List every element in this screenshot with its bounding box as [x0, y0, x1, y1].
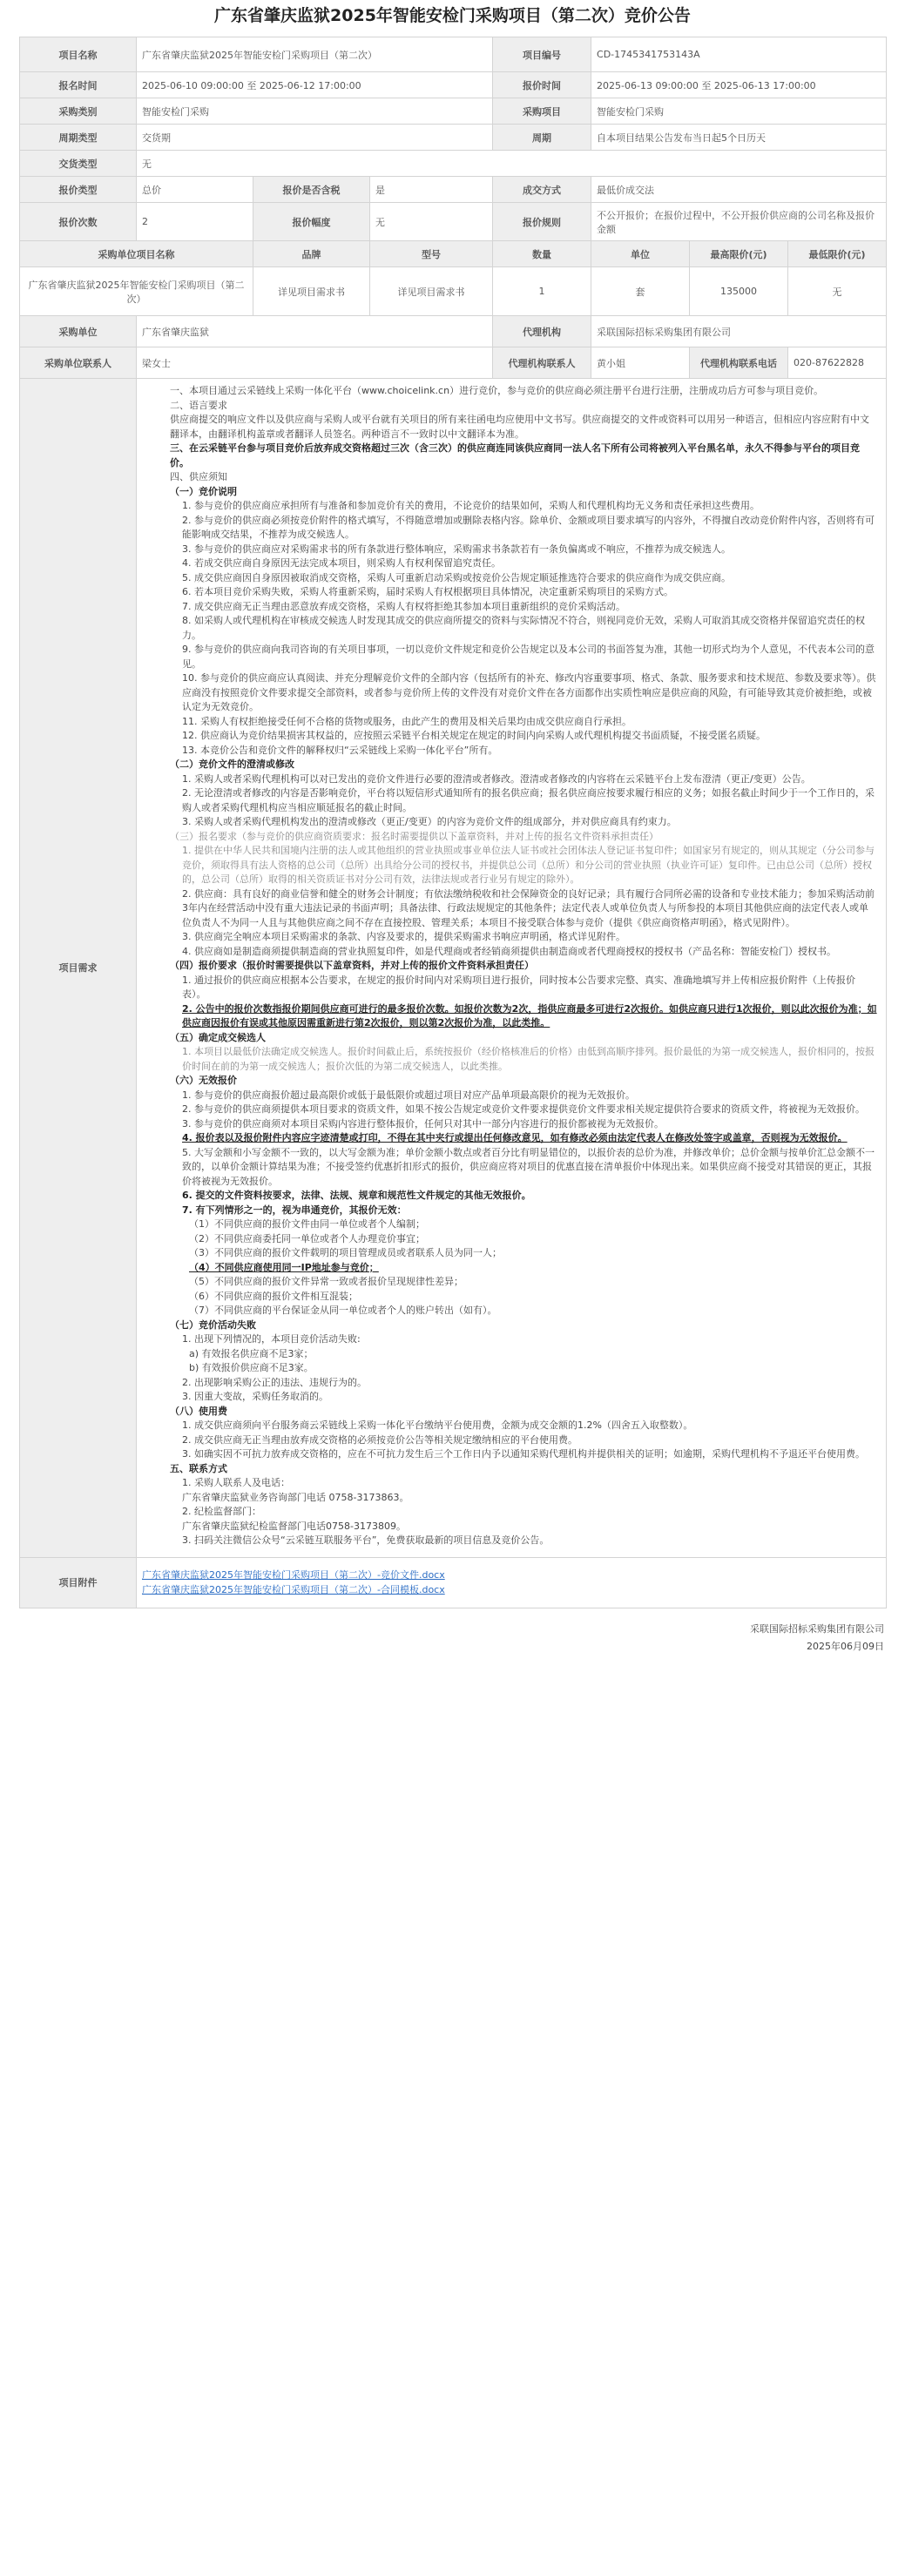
agent-label: 代理机构	[493, 316, 591, 347]
item-min-price: 无	[788, 267, 887, 316]
requirement-line: （1）不同供应商的报价文件由同一单位或者个人编制；	[189, 1218, 425, 1230]
quote-rule-label: 报价规则	[493, 203, 591, 241]
footer	[19, 1608, 886, 1656]
requirement-line: 4. 供应商如是制造商须提供制造商的营业执照复印件，如是代理商或者经销商须提供由制造商或者代理商授权的授权书（产品名称：智能安检门）授权书。	[182, 945, 836, 957]
page-title: 广东省肇庆监狱2025年智能安检门采购项目（第二次）竞价公告	[214, 6, 691, 25]
requirement-line: 11. 采购人有权拒绝接受任何不合格的货物或服务，由此产生的费用及相关后果均由成交供应商自行承担。	[182, 715, 631, 727]
requirement-line: （4）不同供应商使用同一IP地址参与竞价；	[189, 1261, 379, 1273]
requirement-line: 四、供应须知	[170, 471, 227, 482]
item-name: 广东省肇庆监狱2025年智能安检门采购项目（第二次）	[20, 267, 253, 316]
include-tax-label: 报价是否含税	[253, 177, 370, 203]
requirement-line: 5. 大写金额和小写金额不一致的，以大写金额为准；单价金额小数点或者百分比有明显错位的，以报价表的总价为准，并修改单价；总价金额与按单价汇总金额不一致的，以单价金额计算结果为准；不接受签约优惠折扣形式的报价，供应商应将对项目的优惠直接在清单报价中体现出来。如果供应商不接受对其错误的更正，其报价将被视为无效报价。	[182, 1146, 875, 1187]
requirement-line: a) 有效报名供应商不足3家；	[189, 1347, 314, 1359]
items-header: 单位	[591, 241, 690, 267]
requirement-line: 二、语言要求	[170, 399, 227, 411]
agent-phone-label: 代理机构联系电话	[690, 347, 788, 379]
requirement-line: 3. 扫码关注微信公众号“云采链互联服务平台”，免费获取最新的项目信息及竞价公告。	[182, 1534, 550, 1546]
buyer-contact: 梁女士	[137, 347, 493, 379]
requirement-line: 1. 采购人联系人及电话：	[182, 1477, 290, 1488]
project-no: CD-1745341753143A	[591, 37, 887, 72]
requirement-line: （八）使用费	[170, 1405, 227, 1417]
requirement-line: 2. 无论澄清或者修改的内容是否影响竞价，平台将以短信形式通知所有的报名供应商；报名供应商应按要求履行相应的义务；如报名截止时间少于一个工作日的，采购人或者采购代理机构应当相应顺延报名的截止时间。	[182, 787, 875, 813]
items-header: 采购单位项目名称	[20, 241, 253, 267]
requirement-line: 4. 若成交供应商自身原因无法完成本项目，则采购人有权利保留追究责任。	[182, 557, 501, 569]
requirement-line: 7. 成交供应商无正当理由恶意放弃成交资格，采购人有权将拒绝其参加本项目重新组织的竞价采购活动。	[182, 600, 625, 612]
purchase-type: 智能安检门采购	[137, 98, 493, 125]
requirement-line: 7. 有下列情形之一的，视为串通竞价，其报价无效：	[182, 1204, 407, 1216]
requirement-line: 12. 供应商认为竞价结果损害其权益的，应按照云采链平台相关规定在规定的时间内向采购人或代理机构提交书面质疑，不接受匿名质疑。	[182, 730, 766, 741]
requirement-line: 供应商提交的响应文件以及供应商与采购人或平台就有关项目的所有来往函电均应使用中文书写。供应商提交的文件或资料可以用另一种语言，但相应内容应附有中文翻译本，由翻译机构盖章或者翻译人员签名。两种语言不一致时以中文翻译本为准。	[170, 414, 869, 440]
quote-step: 无	[370, 203, 493, 241]
requirement-line: 2. 参与竞价的供应商须提供本项目要求的资质文件，如果不按公告规定或竞价文件要求提供竞价文件要求相关规定提供符合要求的资质文件，将被视为无效报价。	[182, 1103, 865, 1115]
requirement-line: 2. 成交供应商无正当理由放弃成交资格的必须按竞价公告等相关规定缴纳相应的平台使用费。	[182, 1433, 577, 1446]
requirement-line: 1. 出现下列情况的，本项目竞价活动失败:	[182, 1333, 361, 1345]
quote-rule: 不公开报价；在报价过程中，不公开报价供应商的公司名称及报价金额	[591, 203, 887, 241]
signup-time-label: 报名时间	[20, 72, 137, 98]
bid-time: 2025-06-13 09:00:00 至 2025-06-13 17:00:00	[591, 72, 887, 98]
bid-time-label: 报价时间	[493, 72, 591, 98]
items-header: 数量	[493, 241, 591, 267]
quote-times: 2	[137, 203, 253, 241]
project-name: 广东省肇庆监狱2025年智能安检门采购项目（第二次）	[137, 37, 493, 72]
requirement-line: 3. 因重大变故，采购任务取消的。	[182, 1391, 328, 1402]
requirement-line: 4. 报价表以及报价附件内容应字迹清楚或打印，不得在其中夹行或提出任何修改意见，如有修改必须由法定代表人在修改处签字或盖章，否则视为无效报价。	[182, 1132, 848, 1143]
delivery-label: 周期	[493, 125, 591, 151]
agent-phone: 020-87622828	[788, 347, 887, 379]
signup-time: 2025-06-10 09:00:00 至 2025-06-12 17:00:00	[137, 72, 493, 98]
project-type: 智能安检门采购	[591, 98, 887, 125]
requirement-line: 2. 参与竞价的供应商必须按竞价附件的格式填写，不得随意增加或删除表格内容。除单价、金额或项目要求填写的内容外，不得擅自改动竞价附件内容，否则将有可能影响成交结果，不推荐为成交候选人。	[182, 514, 875, 540]
attachments-list	[137, 1557, 887, 1608]
deal-method-label: 成交方式	[493, 177, 591, 203]
cycle-label: 周期类型	[20, 125, 137, 151]
quote-times-label: 报价次数	[20, 203, 137, 241]
requirement-line: （7）不同供应商的平台保证金从同一单位或者个人的账户转出（如有）。	[189, 1305, 497, 1316]
attachment-link[interactable]: 广东省肇庆监狱2025年智能安检门采购项目（第二次）-竞价文件.docx	[142, 1569, 445, 1581]
requirement-line: 5. 成交供应商因自身原因被取消成交资格，采购人可重新启动采购或按竞价公告规定顺延推选符合要求的供应商作为成交供应商。	[182, 571, 731, 583]
requirement-line: （三）报名要求（参与竞价的供应商资质要求：报名时需要提供以下盖章资料，并对上传的报名文件资料承担责任）	[170, 830, 658, 842]
requirement-line: 3. 参与竞价的供应商应对采购需求书的所有条款进行整体响应，采购需求书条款若有一条负偏离或不响应，不推荐为成交候选人。	[182, 543, 731, 555]
requirement-line: 6. 若本项目竞价采购失败，采购人将重新采购，届时采购人有权根据项目具体情况，决定重新采购项目的采购方式。	[182, 586, 673, 597]
requirement-line: （6）不同供应商的报价文件相互混装；	[189, 1290, 358, 1302]
requirement-line: 广东省肇庆监狱纪检监督部门电话0758-3173809。	[182, 1520, 406, 1532]
trade-type-label: 交货类型	[20, 151, 137, 177]
items-header: 品牌	[253, 241, 370, 267]
items-header-row	[20, 241, 887, 267]
table-row	[20, 267, 887, 316]
requirement-line: 一、本项目通过云采链线上采购一体化平台（www.choicelink.cn）进行竞价，参与竞价的供应商必须注册平台进行注册，注册成功后方可参与项目竞价。	[170, 385, 824, 396]
items-header: 型号	[370, 241, 493, 267]
requirement-line: 3. 参与竞价的供应商须对本项目采购内容进行整体报价，任何只对其中一部分内容进行的报价都被视为无效报价。	[182, 1117, 664, 1130]
requirement-line: （七）竞价活动失败	[170, 1318, 256, 1331]
requirement-line: 13. 本竞价公告和竞价文件的解释权归“云采链线上采购一体化平台”所有。	[182, 744, 498, 756]
requirements-content	[137, 379, 887, 1558]
footer-date: 2025年06月09日	[807, 1640, 884, 1652]
requirement-line: （5）不同供应商的报价文件异常一致或者报价呈现规律性差异；	[189, 1276, 463, 1287]
footer-company: 采联国际招标采购集团有限公司	[750, 1622, 884, 1635]
requirement-line: （3）不同供应商的报价文件载明的项目管理成员或者联系人员为同一人；	[189, 1247, 502, 1258]
project-no-label: 项目编号	[493, 37, 591, 72]
include-tax: 是	[370, 177, 493, 203]
requirement-line: 1. 成交供应商须向平台服务商云采链线上采购一体化平台缴纳平台使用费，金额为成交金额的1.2%（四舍五入取整数）。	[182, 1419, 693, 1431]
item-quantity: 1	[493, 267, 591, 316]
requirement-line: 1. 提供在中华人民共和国境内注册的法人或其他组织的营业执照或事业单位法人证书或社会团体法人登记证书复印件；如国家另有规定的，则从其规定（分公司参与竞价，须取得具有法人资格的总公司（总所）出具给分公司的授权书，并提供总公司（总所）和分公司的营业执照（执业许可证）复印件。已由总公司（总所）授权的，总公司（总所）取得的相关资质证书对分公司有效，法律法规或者行业另有规定的除外）。	[182, 845, 875, 885]
requirement-line: 1. 采购人或者采购代理机构可以对已发出的竞价文件进行必要的澄清或者修改。澄清或者修改的内容将在云采链平台上发布澄清（更正/变更）公告。	[182, 772, 811, 785]
item-brand: 详见项目需求书	[253, 267, 370, 316]
requirement-line: （五）确定成交候选人	[170, 1031, 266, 1043]
item-model: 详见项目需求书	[370, 267, 493, 316]
requirement-line: 3. 供应商完全响应本项目采购需求的条款、内容及要求的，提供采购需求书响应声明函，格式详见附件。	[182, 931, 625, 942]
requirement-line: （六）无效报价	[170, 1075, 237, 1086]
quote-type-label: 报价类型	[20, 177, 137, 203]
agent-contact: 黄小姐	[591, 347, 690, 379]
requirement-line: 1. 参与竞价的供应商报价超过最高限价或低于最低限价或超过项目对应产品单项最高限价的视为无效报价。	[182, 1089, 635, 1101]
attachments-label: 项目附件	[20, 1557, 137, 1608]
agent-contact-label: 代理机构联系人	[493, 347, 591, 379]
info-table	[19, 37, 887, 1608]
requirement-line: 三、在云采链平台参与项目竞价后放弃成交资格超过三次（含三次）的供应商连同该供应商同一法人名下所有公司将被列入平台黑名单，永久不得参与平台的项目竞价。	[170, 442, 860, 469]
requirement-line: 6. 提交的文件资料按要求，法律、法规、规章和规范性文件规定的其他无效报价。	[182, 1190, 531, 1201]
buyer: 广东省肇庆监狱	[137, 316, 493, 347]
requirement-line: b) 有效报价供应商不足3家。	[189, 1362, 314, 1373]
items-header: 最高限价(元)	[690, 241, 788, 267]
quote-type: 总价	[137, 177, 253, 203]
item-unit: 套	[591, 267, 690, 316]
requirement-line: （一）竞价说明	[170, 485, 237, 497]
requirement-line: 2. 出现影响采购公正的违法、违规行为的。	[182, 1376, 367, 1388]
requirement-line: 1. 通过报价的供应商应根据本公告要求，在规定的报价时间内对采购项目进行报价，同时按本公告要求完整、真实、准确地填写并上传相应报价附件（上传报价表）。	[182, 974, 855, 1000]
requirement-line: 2. 纪检监督部门：	[182, 1506, 261, 1517]
requirement-line: 广东省肇庆监狱业务咨询部门电话 0758-3173863。	[182, 1491, 409, 1503]
requirement-line: 10. 参与竞价的供应商应认真阅读、并充分理解竞价文件的全部内容（包括所有的补充、修改内容重要事项、格式、条款、服务要求和技术规范、参数及要求等）。供应商没有按照竞价文件要求提交全部资料，或者参与竞价所上传的文件没有对竞价文件在各方面都作出实质性响应是供应商的风险，有可能导致其竞价被拒绝，或被认定为无效竞价。	[182, 672, 876, 712]
requirement-line: 3. 采购人或者采购代理机构发出的澄清或修改（更正/变更）的内容为竞价文件的组成部分，并对供应商具有约束力。	[182, 816, 677, 827]
requirement-line: 2. 公告中的报价次数指报价期间供应商可进行的最多报价次数。如报价次数为2次，指供应商最多可进行2次报价。如供应商只进行1次报价，则以此次报价为准；如供应商因报价有误或其他原因需重新进行第2次报价，则以第2次报价为准，以此类推。	[182, 1002, 877, 1028]
attachment-link[interactable]: 广东省肇庆监狱2025年智能安检门采购项目（第二次）-合同模板.docx	[142, 1584, 445, 1595]
buyer-label: 采购单位	[20, 316, 137, 347]
project-type-label: 采购项目	[493, 98, 591, 125]
buyer-contact-label: 采购单位联系人	[20, 347, 137, 379]
requirement-line: （2）不同供应商委托同一单位或者个人办理竞价事宜；	[189, 1232, 425, 1244]
requirement-line: 1. 参与竞价的供应商应承担所有与准备和参加竞价有关的费用，不论竞价的结果如何，采购人和代理机构均无义务和责任承担这些费用。	[182, 500, 760, 511]
requirement-line: 8. 如采购人或代理机构在审核成交候选人时发现其成交的供应商所提交的资料与实际情况不符合，则视同竞价无效，采购人可取消其成交资格并保留追究责任的权力。	[182, 615, 865, 641]
requirement-line: 3. 如确实因不可抗力放弃成交资格的，应在不可抗力发生后三个工作日内予以通知采购代理机构并提供相关的证明；如逾期，采购代理机构不予退还平台使用费。	[182, 1448, 865, 1460]
deal-method: 最低价成交法	[591, 177, 887, 203]
trade-type: 无	[137, 151, 887, 177]
quote-step-label: 报价幅度	[253, 203, 370, 241]
requirement-line: 1. 本项目以最低价法确定成交候选人。报价时间截止后，系统按报价（经价格核准后的价格）由低到高顺序排列。报价最低的为第一成交候选人，报价相同的，按报价时间在前的为第一成交候选人；报价次低的为第二成交候选人，以此类推。	[182, 1046, 875, 1072]
requirement-line: 2. 供应商：具有良好的商业信誉和健全的财务会计制度；有依法缴纳税收和社会保障资金的良好记录；具有履行合同所必需的设备和专业技术能力；参加采购活动前3年内在经营活动中没有重大违法记录的书面声明；具备法律、行政法规规定的其他条件；法定代表人或单位负责人与所参投的本项目其他供应商的法定代表人或单位负责人不为同一人且与其他供应商之间不存在直接控股、管理关系；本项目不接受联合体参与竞价（提供《供应商资格声明函》，格式见附件）。	[182, 887, 875, 928]
cycle: 交货期	[137, 125, 493, 151]
delivery: 自本项目结果公告发布当日起5个日历天	[591, 125, 887, 151]
requirement-line: 五、联系方式	[170, 1462, 227, 1474]
items-header: 最低限价(元)	[788, 241, 887, 267]
requirement-line: 9. 参与竞价的供应商向我司咨询的有关项目事项，一切以竞价文件规定和竞价公告规定以及本公司的书面答复为准，其他一切形式均为个人意见，不代表本公司的意见。	[182, 644, 875, 670]
purchase-type-label: 采购类别	[20, 98, 137, 125]
requirement-line: （四）报价要求（报价时需要提供以下盖章资料，并对上传的报价文件资料承担责任）	[170, 960, 534, 971]
requirement-line: （二）竞价文件的澄清或修改	[170, 759, 294, 770]
requirements-label: 项目需求	[20, 379, 137, 1558]
agent: 采联国际招标采购集团有限公司	[591, 316, 887, 347]
project-name-label: 项目名称	[20, 37, 137, 72]
item-max-price: 135000	[690, 267, 788, 316]
